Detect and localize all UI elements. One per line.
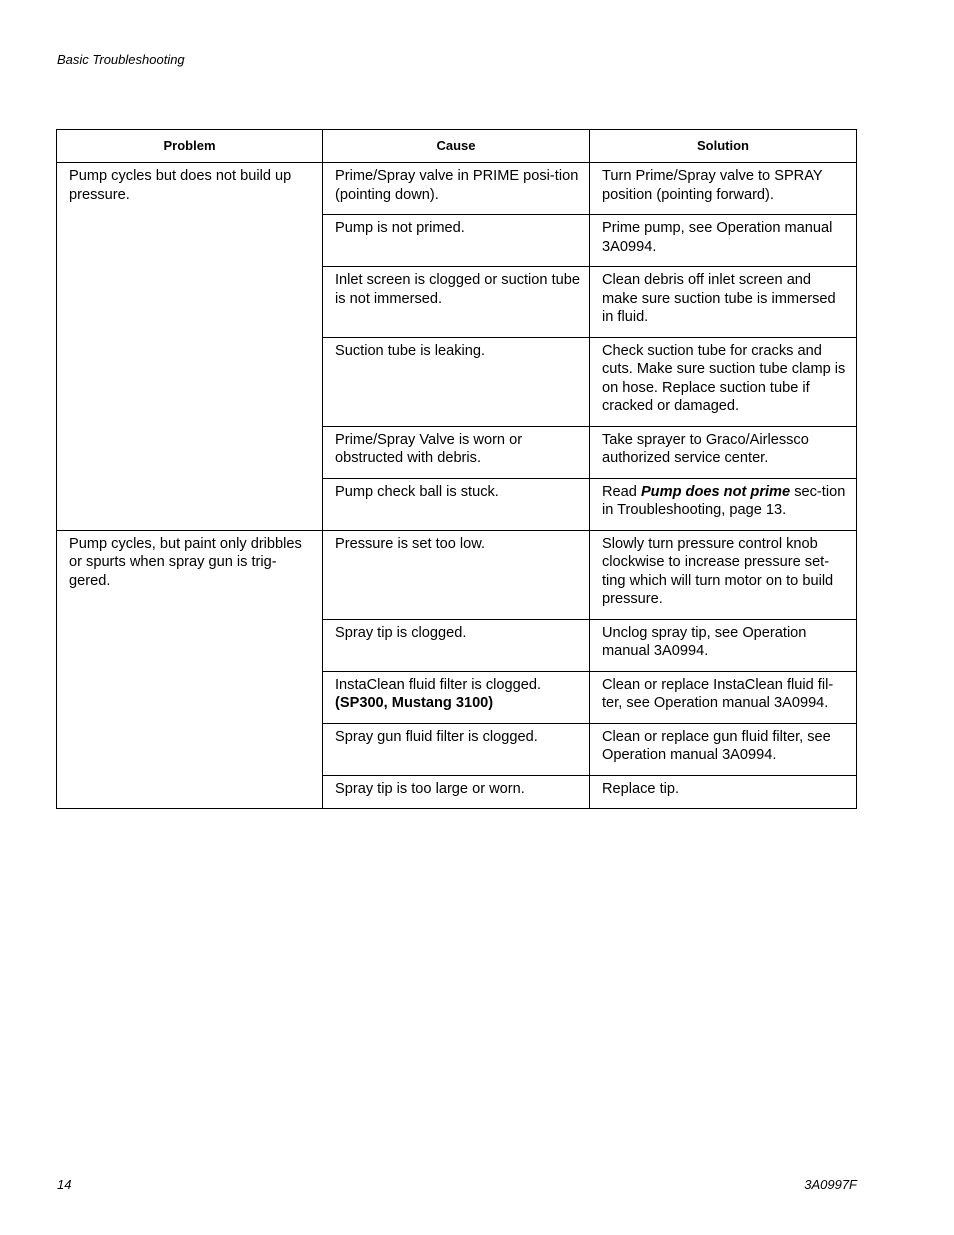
solution-cell: Take sprayer to Graco/Airlessco authorized service center.	[590, 426, 857, 478]
running-header: Basic Troubleshooting	[57, 52, 185, 67]
cause-cell: Spray tip is clogged.	[323, 619, 590, 671]
column-header-problem: Problem	[57, 130, 323, 163]
cause-cell: Pump is not primed.	[323, 215, 590, 267]
problem-cell: Pump cycles, but paint only dribbles or spurts when spray gun is trig-gered.	[57, 530, 323, 809]
cause-cell: Inlet screen is clogged or suction tube is not immersed.	[323, 267, 590, 338]
cause-cell: Spray tip is too large or worn.	[323, 775, 590, 809]
solution-cell: Replace tip.	[590, 775, 857, 809]
troubleshooting-table	[56, 129, 857, 809]
solution-cell: Slowly turn pressure control knob clockwise to increase pressure set-ting which will turn motor on to build pressure.	[590, 530, 857, 619]
column-header-cause: Cause	[323, 130, 590, 163]
cause-cell: Spray gun fluid filter is clogged.	[323, 723, 590, 775]
section-reference: Pump does not prime	[640, 483, 791, 500]
solution-text: Read	[602, 483, 641, 500]
solution-cell	[590, 478, 857, 530]
table-row	[57, 530, 857, 619]
problem-cell: Pump cycles but does not build up pressure.	[57, 163, 323, 531]
model-note: (SP300, Mustang 3100)	[335, 695, 494, 711]
solution-cell: Unclog spray tip, see Operation manual 3A0994.	[590, 619, 857, 671]
table-row	[57, 163, 857, 215]
cause-cell: Suction tube is leaking.	[323, 337, 590, 426]
solution-cell: Clean or replace gun fluid filter, see Operation manual 3A0994.	[590, 723, 857, 775]
solution-cell: Turn Prime/Spray valve to SPRAY position (pointing forward).	[590, 163, 857, 215]
solution-cell: Clean debris off inlet screen and make sure suction tube is immersed in fluid.	[590, 267, 857, 338]
cause-cell: Prime/Spray Valve is worn or obstructed with debris.	[323, 426, 590, 478]
table-header-row	[57, 130, 857, 163]
cause-cell	[323, 671, 590, 723]
solution-cell: Check suction tube for cracks and cuts. Make sure suction tube clamp is on hose. Replace suction tube if cracked or damaged.	[590, 337, 857, 426]
cause-text: InstaClean fluid filter is clogged.	[335, 676, 542, 693]
column-header-solution: Solution	[590, 130, 857, 163]
page-number: 14	[57, 1177, 72, 1192]
solution-text: sec-tion in Troubleshooting, page 13.	[602, 483, 846, 518]
solution-cell: Prime pump, see Operation manual 3A0994.	[590, 215, 857, 267]
cause-cell: Pump check ball is stuck.	[323, 478, 590, 530]
document-id: 3A0997F	[804, 1177, 857, 1192]
cause-cell: Pressure is set too low.	[323, 530, 590, 619]
solution-cell: Clean or replace InstaClean fluid fil-ter, see Operation manual 3A0994.	[590, 671, 857, 723]
cause-cell: Prime/Spray valve in PRIME posi-tion (pointing down).	[323, 163, 590, 215]
